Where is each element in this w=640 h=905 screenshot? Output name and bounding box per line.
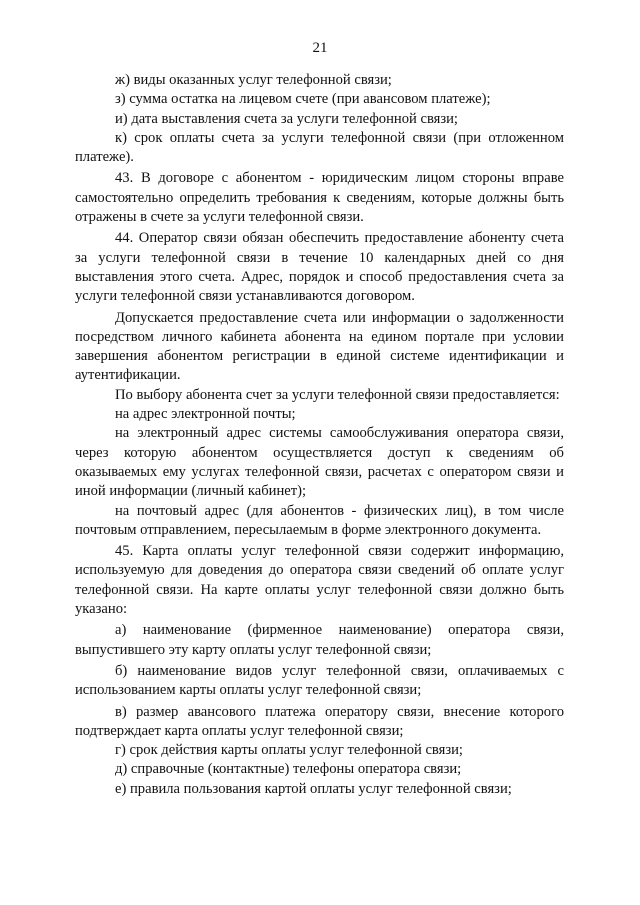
page-body: [75, 71, 564, 799]
paragraph-item-k: к) срок оплаты счета за услуги телефонной связи (при отложенном платеже).: [75, 129, 564, 166]
paragraph-delivery-choice: По выбору абонента счет за услуги телефонной связи предоставляется:: [115, 386, 560, 403]
paragraph-delivery-email: на адрес электронной почты;: [115, 406, 296, 423]
paragraph-delivery-postal: на почтовый адрес (для абонентов - физических лиц), в том числе почтовым отправлением, пересылаемым в форме электронного документа.: [75, 502, 564, 538]
paragraph-item-d: д) справочные (контактные) телефоны оператора связи;: [115, 761, 462, 778]
paragraph-item-i: и) дата выставления счета за услуги телефонной связи;: [115, 110, 458, 127]
paragraph-item-a: а) наименование (фирменное наименование) оператора связи, выпустившего эту карту оплаты услуг телефонной связи;: [75, 622, 564, 658]
paragraph-clause-45: 45. Карта оплаты услуг телефонной связи содержит информацию, используемую для доведения до оператора связи сведений об оплате услуг телефонной связи. На карте оплаты услуг телефонной связи должно быть указано:: [75, 543, 564, 618]
paragraph-delivery-self-service: на электронный адрес системы самообслуживания оператора связи, через которую абонентом осуществляется доступ к сведениям об оказываемых ему услугах телефонной связи, расчетах с оператором связи и иной информации (личный кабинет);: [75, 425, 564, 500]
paragraph-item-v: в) размер авансового платежа оператору связи, внесение которого подтверждает карта оплаты услуг телефонной связи;: [75, 703, 564, 739]
paragraph-item-zh: ж) виды оказанных услуг телефонной связи;: [115, 72, 392, 88]
paragraph-clause-43: 43. В договоре с абонентом - юридическим лицом стороны вправе самостоятельно определить требования к сведениям, которые должны быть отражены в счете за услуги телефонной связи.: [75, 170, 564, 226]
paragraph-personal-account: Допускается предоставление счета или информации о задолженности посредством личного кабинета абонента на едином портале при условии завершения абонентом регистрации в единой системе идентификации и аутентификации.: [75, 309, 564, 384]
page-number: 21: [312, 40, 328, 56]
paragraph-item-e: е) правила пользования картой оплаты услуг телефонной связи;: [115, 780, 512, 797]
paragraph-item-g: г) срок действия карты оплаты услуг телефонной связи;: [115, 742, 463, 759]
paragraph-item-z: з) сумма остатка на лицевом счете (при авансовом платеже);: [115, 91, 491, 108]
paragraph-clause-44: 44. Оператор связи обязан обеспечить предоставление абоненту счета за услуги телефонной связи в течение 10 календарных дней со дня выставления этого счета. Адрес, порядок и способ предоставления счета за услуги телефонной связи устанавливаются договором.: [75, 230, 564, 305]
paragraph-item-b: б) наименование видов услуг телефонной связи, оплачиваемых с использованием карты оплаты услуг телефонной связи;: [75, 662, 564, 699]
